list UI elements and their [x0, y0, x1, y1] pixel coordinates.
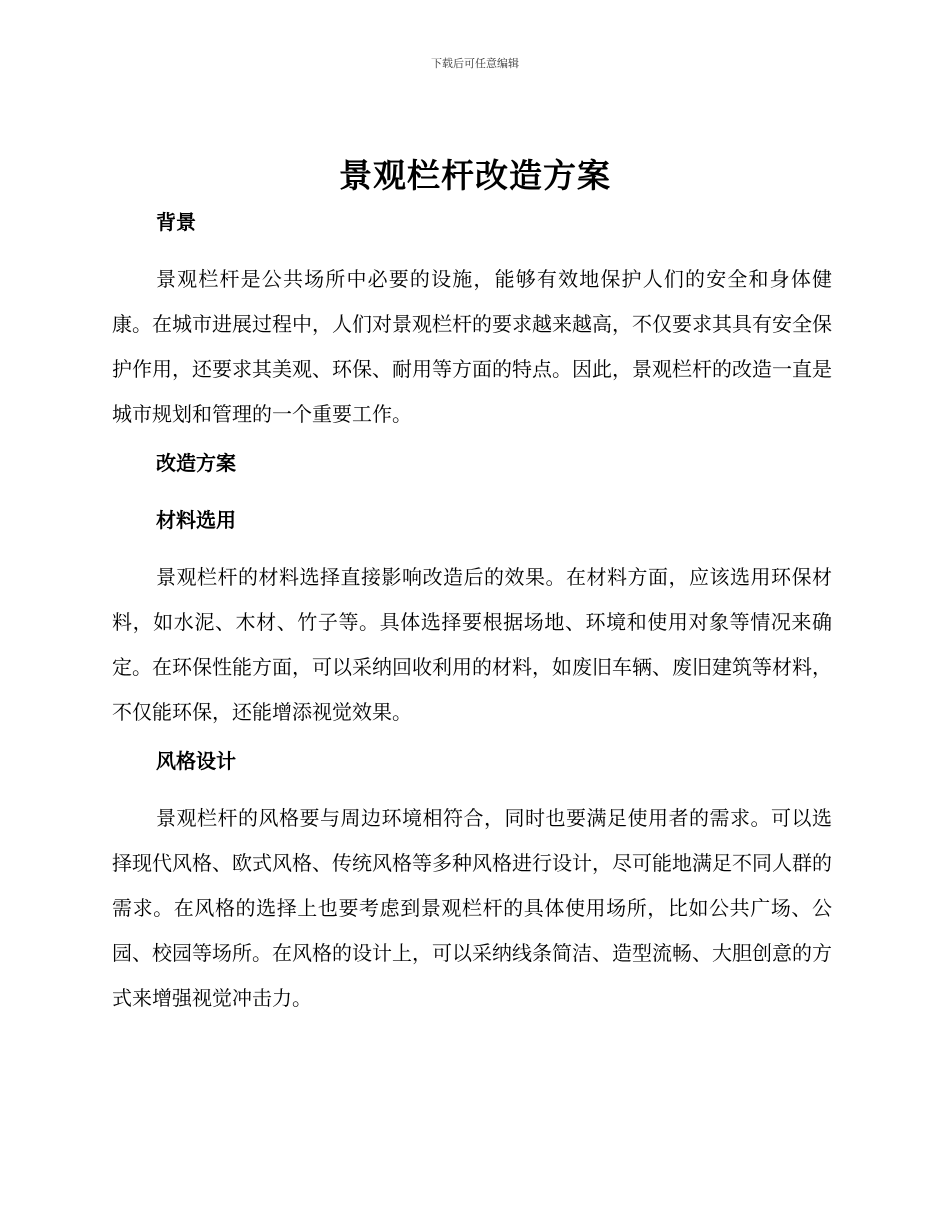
paragraph-materials: 景观栏杆的材料选择直接影响改造后的效果。在材料方面，应该选用环保材料，如水泥、木材、竹子等。具体选择要根据场地、环境和使用对象等情况来确定。在环保性能方面，可以采纳回收利用的材料，如废旧车辆、废旧建筑等材料，不仅能环保，还能增添视觉效果。 [112, 565, 832, 724]
header-note: 下载后可任意编辑 [431, 57, 519, 70]
paragraph-background: 景观栏杆是公共场所中必要的设施，能够有效地保护人们的安全和身体健康。在城市进展过程中，人们对景观栏杆的要求越来越高，不仅要求其具有安全保护作用，还要求其美观、环保、耐用等方面的特点。因此，景观栏杆的改造一直是城市规划和管理的一个重要工作。 [112, 267, 832, 426]
section-heading-plan: 改造方案 [156, 451, 236, 475]
section-heading-materials: 材料选用 [156, 508, 236, 532]
section-heading-background: 背景 [156, 210, 196, 234]
section-heading-style: 风格设计 [156, 749, 236, 773]
document-body [112, 200, 832, 1021]
document-title: 景观栏杆改造方案 [339, 156, 611, 195]
paragraph-style: 景观栏杆的风格要与周边环境相符合，同时也要满足使用者的需求。可以选择现代风格、欧式风格、传统风格等多种风格进行设计，尽可能地满足不同人群的需求。在风格的选择上也要考虑到景观栏杆的具体使用场所，比如公共广场、公园、校园等场所。在风格的设计上，可以采纳线条简洁、造型流畅、大胆创意的方式来增强视觉冲击力。 [112, 806, 832, 1010]
